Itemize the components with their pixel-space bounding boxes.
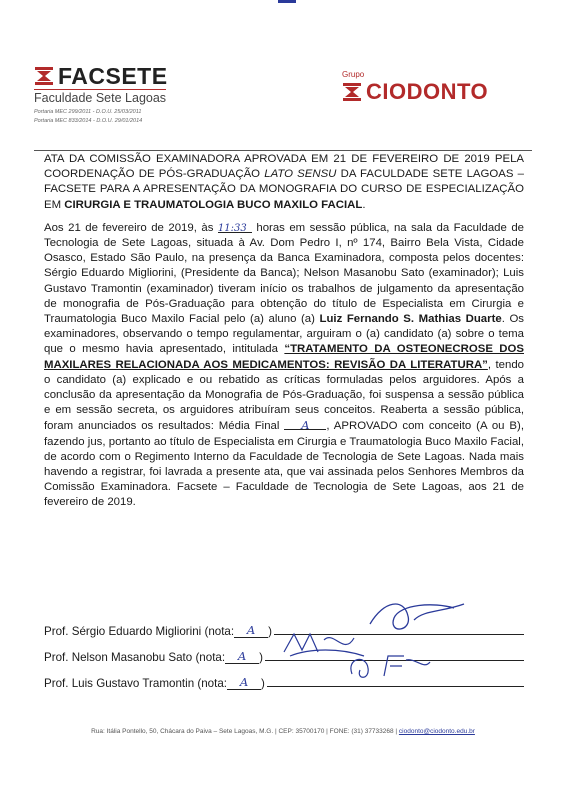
signature-block <box>44 612 524 690</box>
body-part-4: , tendo o candidato (a) explicado e ou rebatido as críticas formuladas pelos arguidores. Após a conclusão da apresentação da Monografia de Pós-Graduação, foi suspensa a sessão pública e em sessão secreta, os arguidores atribuíram seus conceitos. Reaberta a sessão pública, foram anunciados os resultados: Média Final <box>44 358 524 433</box>
examiner-name: Prof. Nelson Masanobu Sato (nota: <box>44 651 226 664</box>
signature-scribble <box>364 594 474 638</box>
header-divider <box>34 150 532 151</box>
footer-email-link[interactable]: ciodonto@ciodonto.edu.br <box>398 728 475 735</box>
scan-mark <box>256 0 316 6</box>
portaria-1: Portaria MEC 299/2011 - D.O.U. 25/03/2011 <box>34 109 142 115</box>
body-part-1: Aos 21 de fevereiro de 2019, às <box>44 221 218 234</box>
examiner-name: Prof. Luis Gustavo Tramontin (nota: <box>44 677 228 690</box>
document-title <box>44 152 524 213</box>
grupo-label: Grupo <box>342 70 365 79</box>
examiner-grade: A <box>227 675 261 690</box>
title-course: CIRURGIA E TRAUMATOLOGIA BUCO MAXILO FACIAL <box>64 198 363 211</box>
signature-line <box>274 633 524 635</box>
body-part-3: . Os examinadores, observando o tempo regulamentar, arguiram o (a) candidato (a) sobre o tema que o mesmo havia apresentado, intitulada <box>44 313 524 356</box>
examiner-grade: A <box>234 623 268 638</box>
facsete-logo <box>34 64 234 125</box>
grade-close: ) <box>268 625 272 638</box>
examiner-name: Prof. Sérgio Eduardo Migliorini (nota: <box>44 625 235 638</box>
title-end: . <box>362 198 366 211</box>
hour-handwritten: 11:33 <box>217 222 247 234</box>
footer <box>0 728 566 735</box>
facsete-subtitle: Faculdade Sete Lagoas <box>34 91 167 105</box>
signature-row <box>44 612 524 638</box>
final-grade-field <box>284 418 326 433</box>
student-name: Luiz Fernando S. Mathias Duarte <box>319 313 502 326</box>
title-part-1: ATA DA COMISSÃO EXAMINADORA APROVADA EM 21 DE FEVEREIRO DE 2019 PELA COORDENAÇÃO DE PÓS-GRADUAÇÃO <box>44 153 524 181</box>
hour-field <box>218 221 252 233</box>
ciodonto-name: CIODONTO <box>366 79 489 104</box>
body-part-2: horas em sessão pública, na sala da Faculdade de Tecnologia de Sete Lagoas, situada à Av. Dom Pedro I, nº 174, Bairro Bela Vista, Cidade Osasco, Estado São Paulo, na presença da Banca Examinadora, composta pelos docentes: Sérgio Eduardo Migliorini, (Presidente da Banca); Nelson Masanobu Sato (examinador); Luis Gustavo Tramontin (examinador) tiveram início os trabalhos de julgamento da apresentação de monografia de Pós-Graduação para obtenção do título de Especialista em Cirurgia e Traumatologia Buco Maxilo Facial pelo (a) aluno (a) <box>44 221 524 326</box>
facsete-name: FACSETE <box>58 63 168 89</box>
signature-line <box>265 659 524 661</box>
portaria-2: Portaria MEC 833/2014 - D.O.U. 29/01/2014 <box>34 118 143 124</box>
body-part-5: , APROVADO com conceito (A ou B), fazendo jus, portanto ao título de Especialista em Cirurgia e Traumatologia Buco Maxilo Facial, de acordo com o Regimento Interno da Faculdade de Tecnologia de Sete Lagoas. Nada mais havendo a registrar, foi lavrada a presente ata, que vai assinada pelos Senhores Membros da Comissão Examinadora. Facsete – Faculdade de Tecnologia de Sete Lagoas, aos 21 de fevereiro de 2019. <box>44 420 524 509</box>
ciodonto-emblem-icon <box>342 82 362 102</box>
letterhead <box>34 64 532 144</box>
signature-row <box>44 664 524 690</box>
title-part-2: DA FACULDADE SETE LAGOAS – FACSETE PARA A APRESENTAÇÃO DA MONOGRAFIA DO CURSO DE ESPECIALIZAÇÃO EM <box>44 168 525 211</box>
signature-line <box>267 685 524 687</box>
final-grade-handwritten: A <box>301 418 310 433</box>
signature-row <box>44 638 524 664</box>
facsete-emblem-icon <box>34 66 54 86</box>
examiner-grade: A <box>225 649 259 664</box>
thesis-title: “TRATAMENTO DA OSTEONECROSE DOS MAXILARES RELACIONADA AOS MEDICAMENTOS: REVISÃO DA LITERATURA” <box>44 343 524 371</box>
footer-address: Rua: Itália Pontello, 50, Chácara do Paiva – Sete Lagoas, M.G. | CEP: 35700170 | FONE: (31) 37733268 | <box>91 728 399 735</box>
title-italic: LATO SENSU <box>264 168 337 181</box>
ciodonto-logo <box>342 70 532 104</box>
minutes-body <box>44 221 524 511</box>
grade-close: ) <box>259 651 263 664</box>
minutes-document <box>44 152 524 511</box>
grade-close: ) <box>261 677 265 690</box>
